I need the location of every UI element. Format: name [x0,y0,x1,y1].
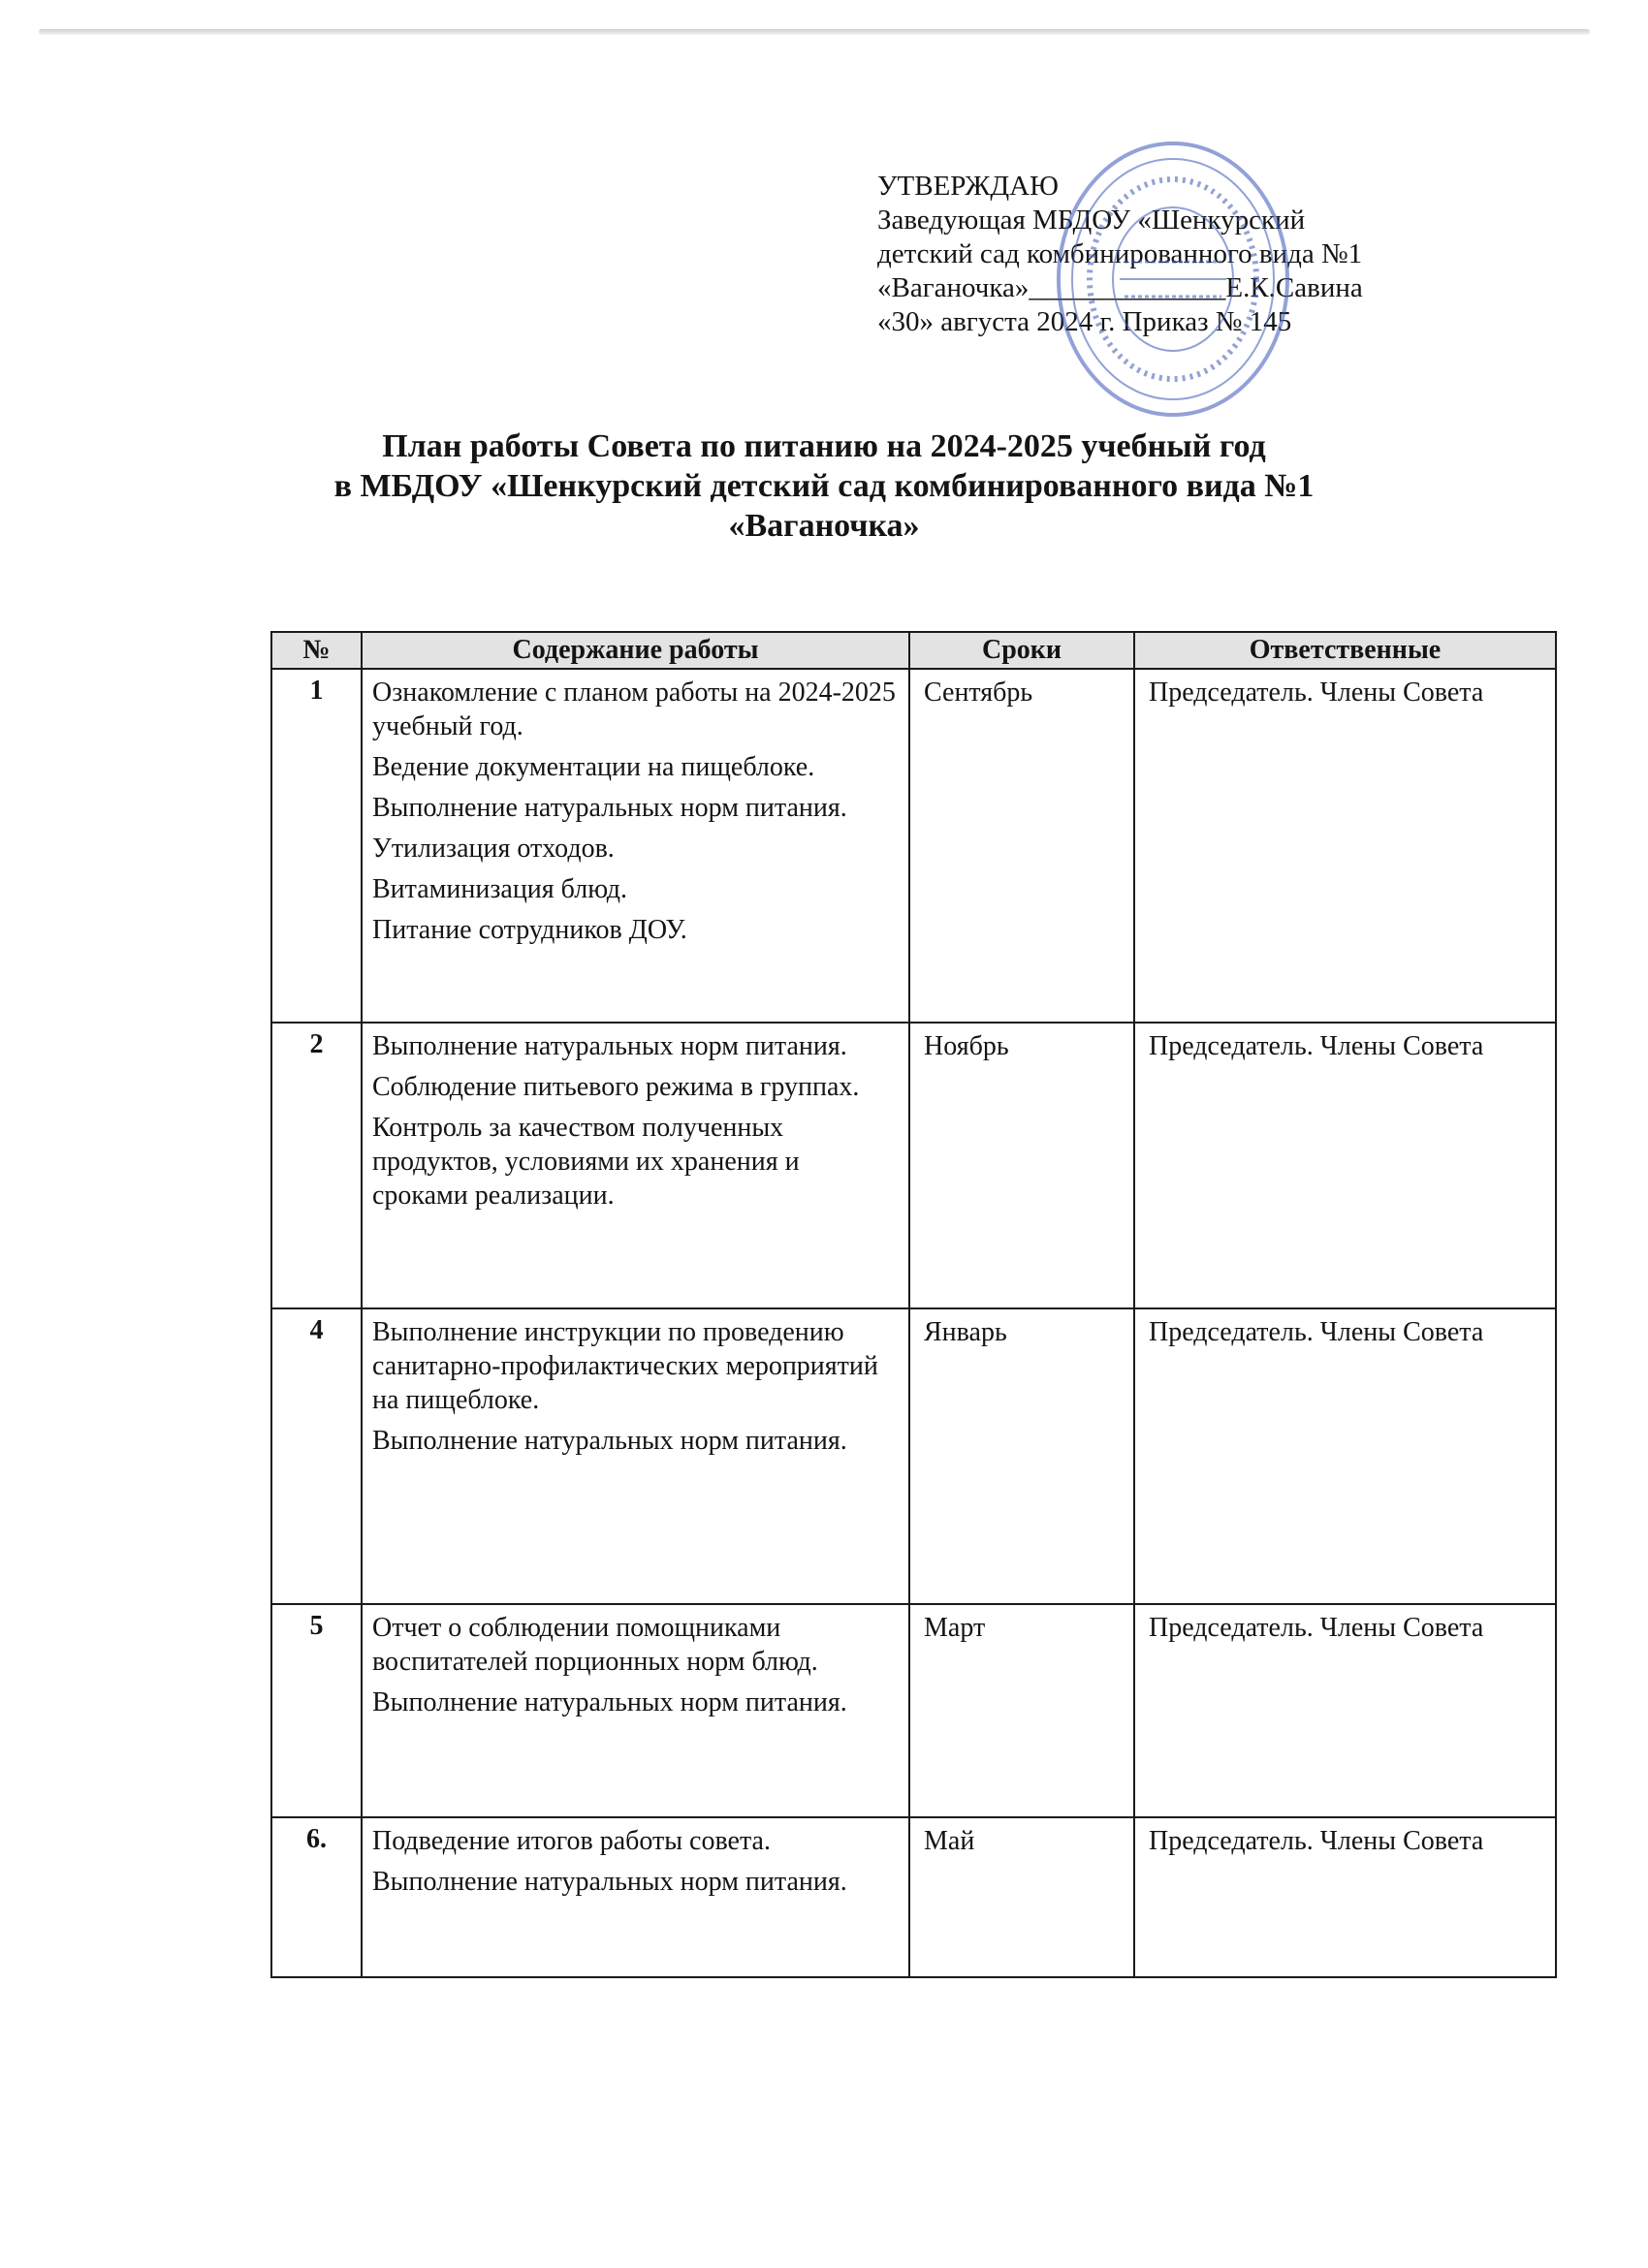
row-term: Январь [909,1308,1134,1604]
content-item: Отчет о соблюдении помощниками воспитателей порционных норм блюд. [372,1613,818,1677]
content-item: Контроль за качеством полученных продуктов, условиями их хранения и сроками реализации. [372,1113,800,1211]
title-line-3: «Ваганочка» [728,508,920,544]
row-term: Сентябрь [909,669,1134,1023]
approval-line: детский сад комбинированного вида №1 [877,238,1363,269]
approval-line: «Ваганочка»______________Е.К.Савина [877,272,1363,303]
row-number: 1 [271,669,362,1023]
content-item: Выполнение натуральных норм питания. [372,1867,847,1897]
row-content [362,669,909,1023]
header-content: Содержание работы [362,632,909,669]
table-row [271,1604,1556,1817]
approval-line: УТВЕРЖДАЮ [877,171,1059,202]
approval-line: «30» августа 2024 г. Приказ № 145 [877,306,1292,337]
row-content [362,1023,909,1308]
row-number: 4 [271,1308,362,1604]
document-title [145,426,1503,546]
round-seal-icon [1052,134,1294,425]
row-responsible: Председатель. Члены Совета [1134,1308,1556,1604]
content-item: Ознакомление с планом работы на 2024-2025 учебный год. [372,677,896,741]
row-number: 2 [271,1023,362,1308]
content-item: Утилизация отходов. [372,834,615,864]
content-item: Соблюдение питьевого режима в группах. [372,1072,860,1102]
row-responsible: Председатель. Члены Совета [1134,1023,1556,1308]
table-header-row [271,632,1556,669]
header-responsible: Ответственные [1134,632,1556,669]
content-item: Витаминизация блюд. [372,874,627,904]
row-term: Май [909,1817,1134,1977]
approval-line: Заведующая МБДОУ «Шенкурский [877,205,1306,236]
header-term: Сроки [909,632,1134,669]
content-item: Выполнение натуральных норм питания. [372,1426,847,1456]
scan-top-edge [39,29,1590,35]
content-item: Выполнение натуральных норм питания. [372,793,847,823]
title-line-1: План работы Совета по питанию на 2024-2025 учебный год [382,428,1266,464]
row-responsible: Председатель. Члены Совета [1134,1817,1556,1977]
content-item: Питание сотрудников ДОУ. [372,915,687,945]
content-item: Ведение документации на пищеблоке. [372,752,815,782]
row-responsible: Председатель. Члены Совета [1134,1604,1556,1817]
header-number: № [271,632,362,669]
row-number: 6. [271,1817,362,1977]
table-row [271,1023,1556,1308]
content-item: Выполнение натуральных норм питания. [372,1031,847,1061]
row-content [362,1604,909,1817]
content-item: Подведение итогов работы совета. [372,1826,771,1856]
table-row [271,1817,1556,1977]
table-row [271,1308,1556,1604]
row-term: Март [909,1604,1134,1817]
row-number: 5 [271,1604,362,1817]
row-content [362,1817,909,1977]
row-responsible: Председатель. Члены Совета [1134,669,1556,1023]
work-plan-table [270,631,1557,1978]
content-item: Выполнение натуральных норм питания. [372,1687,847,1717]
title-line-2: в МБДОУ «Шенкурский детский сад комбинированного вида №1 [333,468,1315,504]
row-term: Ноябрь [909,1023,1134,1308]
content-item: Выполнение инструкции по проведению санитарно-профилактических мероприятий на пищеблоке. [372,1317,878,1415]
row-content [362,1308,909,1604]
table-row [271,669,1556,1023]
